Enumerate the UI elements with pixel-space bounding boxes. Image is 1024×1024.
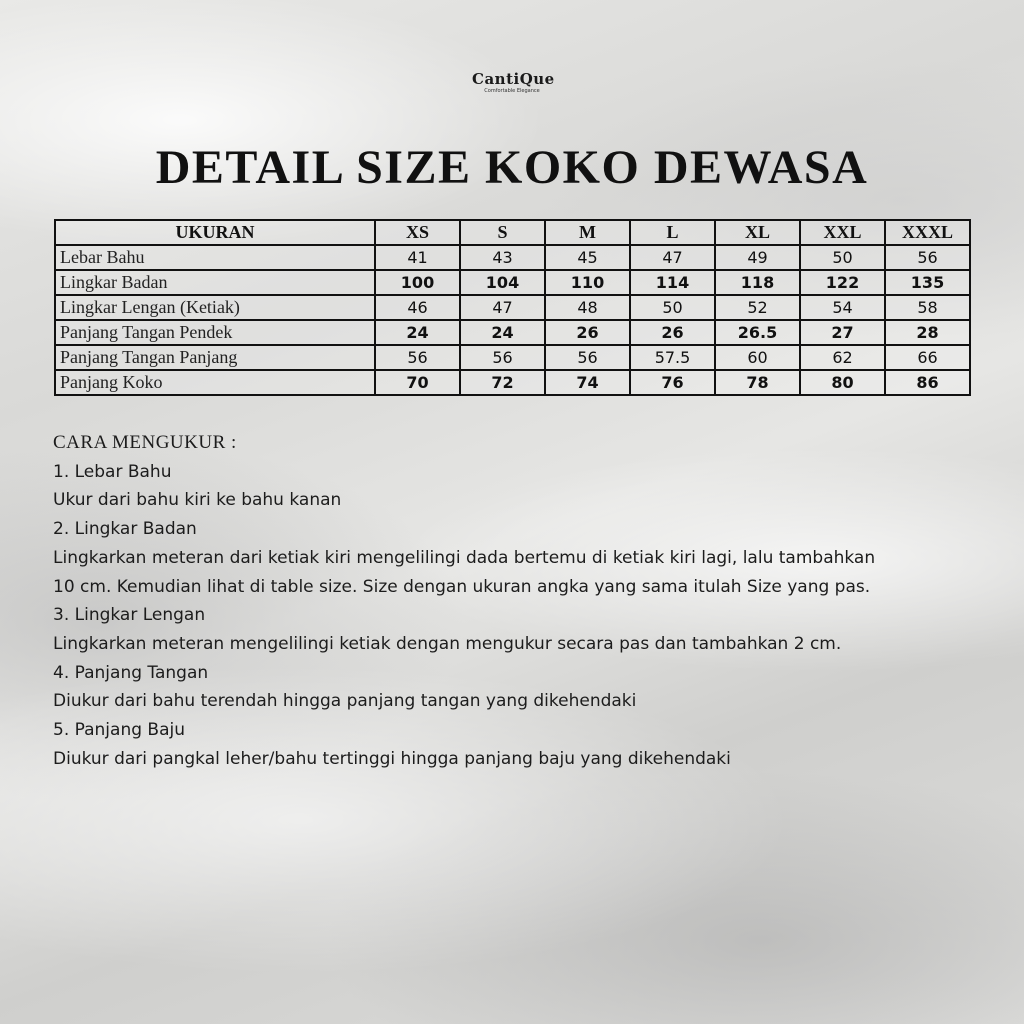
table-row (55, 320, 970, 345)
table-cell: 52 (715, 295, 800, 320)
table-cell: 56 (460, 345, 545, 370)
table-cell: 76 (630, 370, 715, 395)
table-cell: 47 (630, 245, 715, 270)
table-cell: 122 (800, 270, 885, 295)
row-label: Lebar Bahu (55, 245, 375, 270)
table-cell: 56 (885, 245, 970, 270)
table-cell: 62 (800, 345, 885, 370)
table-cell: 41 (375, 245, 460, 270)
guide-line: Lingkarkan meteran dari ketiak kiri mengelilingi dada bertemu di ketiak kiri lagi, lalu tambahkan (53, 547, 876, 568)
table-cell: 58 (885, 295, 970, 320)
table-cell: 86 (885, 370, 970, 395)
guide-line: Lingkarkan meteran mengelilingi ketiak dengan mengukur secara pas dan tambahkan 2 cm. (53, 633, 842, 654)
size-table-header-row (55, 220, 970, 245)
measuring-guide-heading: CARA MENGUKUR : (53, 432, 237, 453)
row-label: Panjang Tangan Pendek (55, 320, 375, 345)
table-cell: 114 (630, 270, 715, 295)
table-cell: 100 (375, 270, 460, 295)
table-cell: 24 (375, 320, 460, 345)
row-label: Panjang Koko (55, 370, 375, 395)
guide-line: Diukur dari bahu terendah hingga panjang tangan yang dikehendaki (53, 691, 637, 712)
table-cell: 80 (800, 370, 885, 395)
table-cell: 45 (545, 245, 630, 270)
table-cell: 135 (885, 270, 970, 295)
header-m: M (545, 220, 630, 245)
row-label: Panjang Tangan Panjang (55, 345, 375, 370)
table-cell: 56 (545, 345, 630, 370)
table-cell: 49 (715, 245, 800, 270)
measuring-guide (53, 429, 1013, 773)
table-cell: 26 (630, 320, 715, 345)
table-cell: 56 (375, 345, 460, 370)
table-cell: 118 (715, 270, 800, 295)
table-cell: 60 (715, 345, 800, 370)
table-cell: 74 (545, 370, 630, 395)
table-cell: 43 (460, 245, 545, 270)
table-cell: 48 (545, 295, 630, 320)
header-s: S (460, 220, 545, 245)
table-cell: 110 (545, 270, 630, 295)
table-cell: 26.5 (715, 320, 800, 345)
table-row (55, 245, 970, 270)
header-xl: XL (715, 220, 800, 245)
header-xxxl: XXXL (885, 220, 970, 245)
header-ukuran: UKURAN (55, 220, 375, 245)
header-xxl: XXL (800, 220, 885, 245)
table-row (55, 295, 970, 320)
brand-logo-tagline: Comfortable Elegance (484, 88, 540, 94)
guide-line: 2. Lingkar Badan (53, 519, 197, 540)
brand-logo-name: CantiQue (472, 70, 555, 88)
table-cell: 104 (460, 270, 545, 295)
table-cell: 46 (375, 295, 460, 320)
table-row (55, 270, 970, 295)
row-label: Lingkar Lengan (Ketiak) (55, 295, 375, 320)
page-title: DETAIL SIZE KOKO DEWASA (155, 141, 869, 194)
table-cell: 70 (375, 370, 460, 395)
header-xs: XS (375, 220, 460, 245)
table-cell: 50 (800, 245, 885, 270)
table-cell: 57.5 (630, 345, 715, 370)
table-cell: 26 (545, 320, 630, 345)
table-row (55, 345, 970, 370)
table-cell: 66 (885, 345, 970, 370)
guide-line: Diukur dari pangkal leher/bahu tertinggi hingga panjang baju yang dikehendaki (53, 748, 731, 769)
header-l: L (630, 220, 715, 245)
table-cell: 47 (460, 295, 545, 320)
table-cell: 78 (715, 370, 800, 395)
brand-logo (472, 70, 555, 104)
table-cell: 28 (885, 320, 970, 345)
size-table-body (55, 245, 970, 395)
guide-line: 5. Panjang Baju (53, 720, 185, 741)
row-label: Lingkar Badan (55, 270, 375, 295)
size-table (54, 219, 971, 396)
table-row (55, 370, 970, 395)
table-cell: 50 (630, 295, 715, 320)
guide-line: Ukur dari bahu kiri ke bahu kanan (53, 490, 342, 511)
guide-line: 4. Panjang Tangan (53, 662, 209, 683)
table-cell: 27 (800, 320, 885, 345)
table-cell: 54 (800, 295, 885, 320)
table-cell: 72 (460, 370, 545, 395)
table-cell: 24 (460, 320, 545, 345)
guide-line: 10 cm. Kemudian lihat di table size. Size dengan ukuran angka yang sama itulah Size yang pas. (53, 576, 871, 597)
guide-line: 1. Lebar Bahu (53, 461, 172, 482)
guide-line: 3. Lingkar Lengan (53, 605, 206, 626)
